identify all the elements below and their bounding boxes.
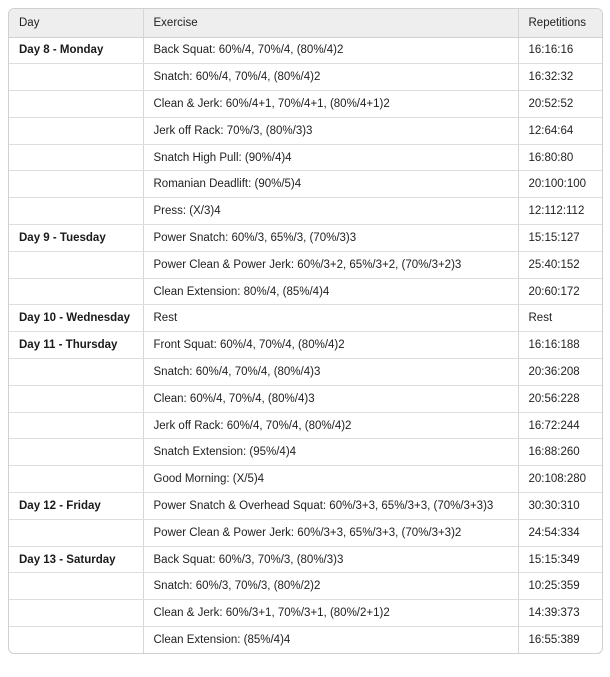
- repetitions-cell: 25:40:152: [518, 251, 602, 278]
- day-cell: [9, 251, 143, 278]
- exercise-cell: Power Snatch & Overhead Squat: 60%/3+3, 65%/3+3, (70%/3+3)3: [143, 493, 518, 520]
- repetitions-cell: 16:55:389: [528, 634, 580, 647]
- repetitions-cell: 24:54:334: [518, 519, 602, 546]
- repetitions-cell: 20:52:52: [518, 91, 602, 118]
- repetitions-cell: 16:16:188: [518, 332, 602, 359]
- table-row: [9, 251, 602, 278]
- table-row: [9, 144, 602, 171]
- day-cell: [9, 627, 143, 654]
- day-cell: [9, 171, 143, 198]
- exercise-cell: Clean & Jerk: 60%/3+1, 70%/3+1, (80%/2+1)2: [143, 600, 518, 627]
- repetitions-cell: 16:32:32: [518, 64, 602, 91]
- training-table-container: [8, 8, 603, 654]
- repetitions-cell: 20:36:208: [518, 359, 602, 386]
- repetitions-cell: 16:16:16: [518, 37, 602, 64]
- repetitions-cell: 16:72:244: [518, 412, 602, 439]
- exercise-cell: Snatch: 60%/4, 70%/4, (80%/4)2: [143, 64, 518, 91]
- day-cell: [9, 412, 143, 439]
- table-row: [9, 91, 602, 118]
- repetitions-cell: Rest: [518, 305, 602, 332]
- repetitions-cell: 20:100:100: [518, 171, 602, 198]
- repetitions-cell: 20:108:280: [518, 466, 602, 493]
- exercise-cell: Snatch High Pull: (90%/4)4: [143, 144, 518, 171]
- exercise-cell: Jerk off Rack: 60%/4, 70%/4, (80%/4)2: [143, 412, 518, 439]
- day-cell: [9, 519, 143, 546]
- day-cell: Day 8 - Monday: [9, 37, 143, 64]
- exercise-cell: Back Squat: 60%/3, 70%/3, (80%/3)3: [143, 546, 518, 573]
- table-row: [9, 493, 602, 520]
- day-cell: Day 10 - Wednesday: [9, 305, 143, 332]
- day-cell: [9, 439, 143, 466]
- table-row: [9, 359, 602, 386]
- table-row: [9, 278, 602, 305]
- table-row: [9, 627, 602, 654]
- repetitions-cell: 15:15:127: [518, 225, 602, 252]
- exercise-cell: Snatch: 60%/4, 70%/4, (80%/4)3: [143, 359, 518, 386]
- table-row: [9, 412, 602, 439]
- header-repetitions: Repetitions: [518, 9, 602, 37]
- exercise-cell: Good Morning: (X/5)4: [143, 466, 518, 493]
- exercise-cell: Power Clean & Power Jerk: 60%/3+3, 65%/3+3, (70%/3+3)2: [143, 519, 518, 546]
- header-day: Day: [9, 9, 143, 37]
- repetitions-cell: 12:112:112: [518, 198, 602, 225]
- repetitions-cell: 12:64:64: [518, 117, 602, 144]
- repetitions-cell: 16:80:80: [518, 144, 602, 171]
- exercise-cell: Clean Extension: 80%/4, (85%/4)4: [143, 278, 518, 305]
- day-cell: [9, 91, 143, 118]
- table-row: [9, 573, 602, 600]
- repetitions-cell: 14:39:373: [518, 600, 602, 627]
- exercise-cell: Clean: 60%/4, 70%/4, (80%/4)3: [143, 385, 518, 412]
- exercise-cell: Press: (X/3)4: [143, 198, 518, 225]
- repetitions-cell: 20:56:228: [518, 385, 602, 412]
- day-cell: [9, 198, 143, 225]
- repetitions-cell: 30:30:310: [518, 493, 602, 520]
- exercise-cell: Jerk off Rack: 70%/3, (80%/3)3: [143, 117, 518, 144]
- repetitions-cell: 20:60:172: [518, 278, 602, 305]
- exercise-cell: Front Squat: 60%/4, 70%/4, (80%/4)2: [143, 332, 518, 359]
- repetitions-cell: 10:25:359: [518, 573, 602, 600]
- day-cell: Day 9 - Tuesday: [9, 225, 143, 252]
- table-row: [9, 439, 602, 466]
- table-row: [9, 519, 602, 546]
- day-cell: [9, 64, 143, 91]
- day-cell: Day 11 - Thursday: [9, 332, 143, 359]
- table-row: [9, 37, 602, 64]
- exercise-cell: Power Clean & Power Jerk: 60%/3+2, 65%/3+2, (70%/3+2)3: [143, 251, 518, 278]
- repetitions-cell: 15:15:349: [518, 546, 602, 573]
- day-cell: [9, 278, 143, 305]
- table-row: [9, 171, 602, 198]
- table-row: [9, 64, 602, 91]
- exercise-cell: Snatch: 60%/3, 70%/3, (80%/2)2: [143, 573, 518, 600]
- exercise-cell: Clean & Jerk: 60%/4+1, 70%/4+1, (80%/4+1)2: [143, 91, 518, 118]
- table-row: [9, 198, 602, 225]
- table-row: [9, 385, 602, 412]
- day-cell: [9, 359, 143, 386]
- exercise-cell: Romanian Deadlift: (90%/5)4: [143, 171, 518, 198]
- day-cell: [9, 573, 143, 600]
- exercise-cell: Snatch Extension: (95%/4)4: [143, 439, 518, 466]
- table-row: [9, 225, 602, 252]
- day-cell: [9, 144, 143, 171]
- day-cell: [9, 466, 143, 493]
- table-row: [9, 117, 602, 144]
- exercise-cell: Clean Extension: (85%/4)4: [143, 627, 518, 654]
- table-body: [9, 37, 602, 653]
- table-row: [9, 600, 602, 627]
- day-cell: Day 13 - Saturday: [9, 546, 143, 573]
- training-table: [9, 9, 602, 653]
- day-cell: [9, 600, 143, 627]
- table-row: [9, 305, 602, 332]
- table-header-row: [9, 9, 602, 37]
- header-exercise: Exercise: [143, 9, 518, 37]
- table-row: [9, 332, 602, 359]
- exercise-cell: Rest: [143, 305, 518, 332]
- day-cell: Day 12 - Friday: [9, 493, 143, 520]
- day-cell: [9, 117, 143, 144]
- repetitions-cell: 16:88:260: [518, 439, 602, 466]
- table-row: [9, 466, 602, 493]
- day-cell: [9, 385, 143, 412]
- table-row: [9, 546, 602, 573]
- exercise-cell: Power Snatch: 60%/3, 65%/3, (70%/3)3: [143, 225, 518, 252]
- exercise-cell: Back Squat: 60%/4, 70%/4, (80%/4)2: [143, 37, 518, 64]
